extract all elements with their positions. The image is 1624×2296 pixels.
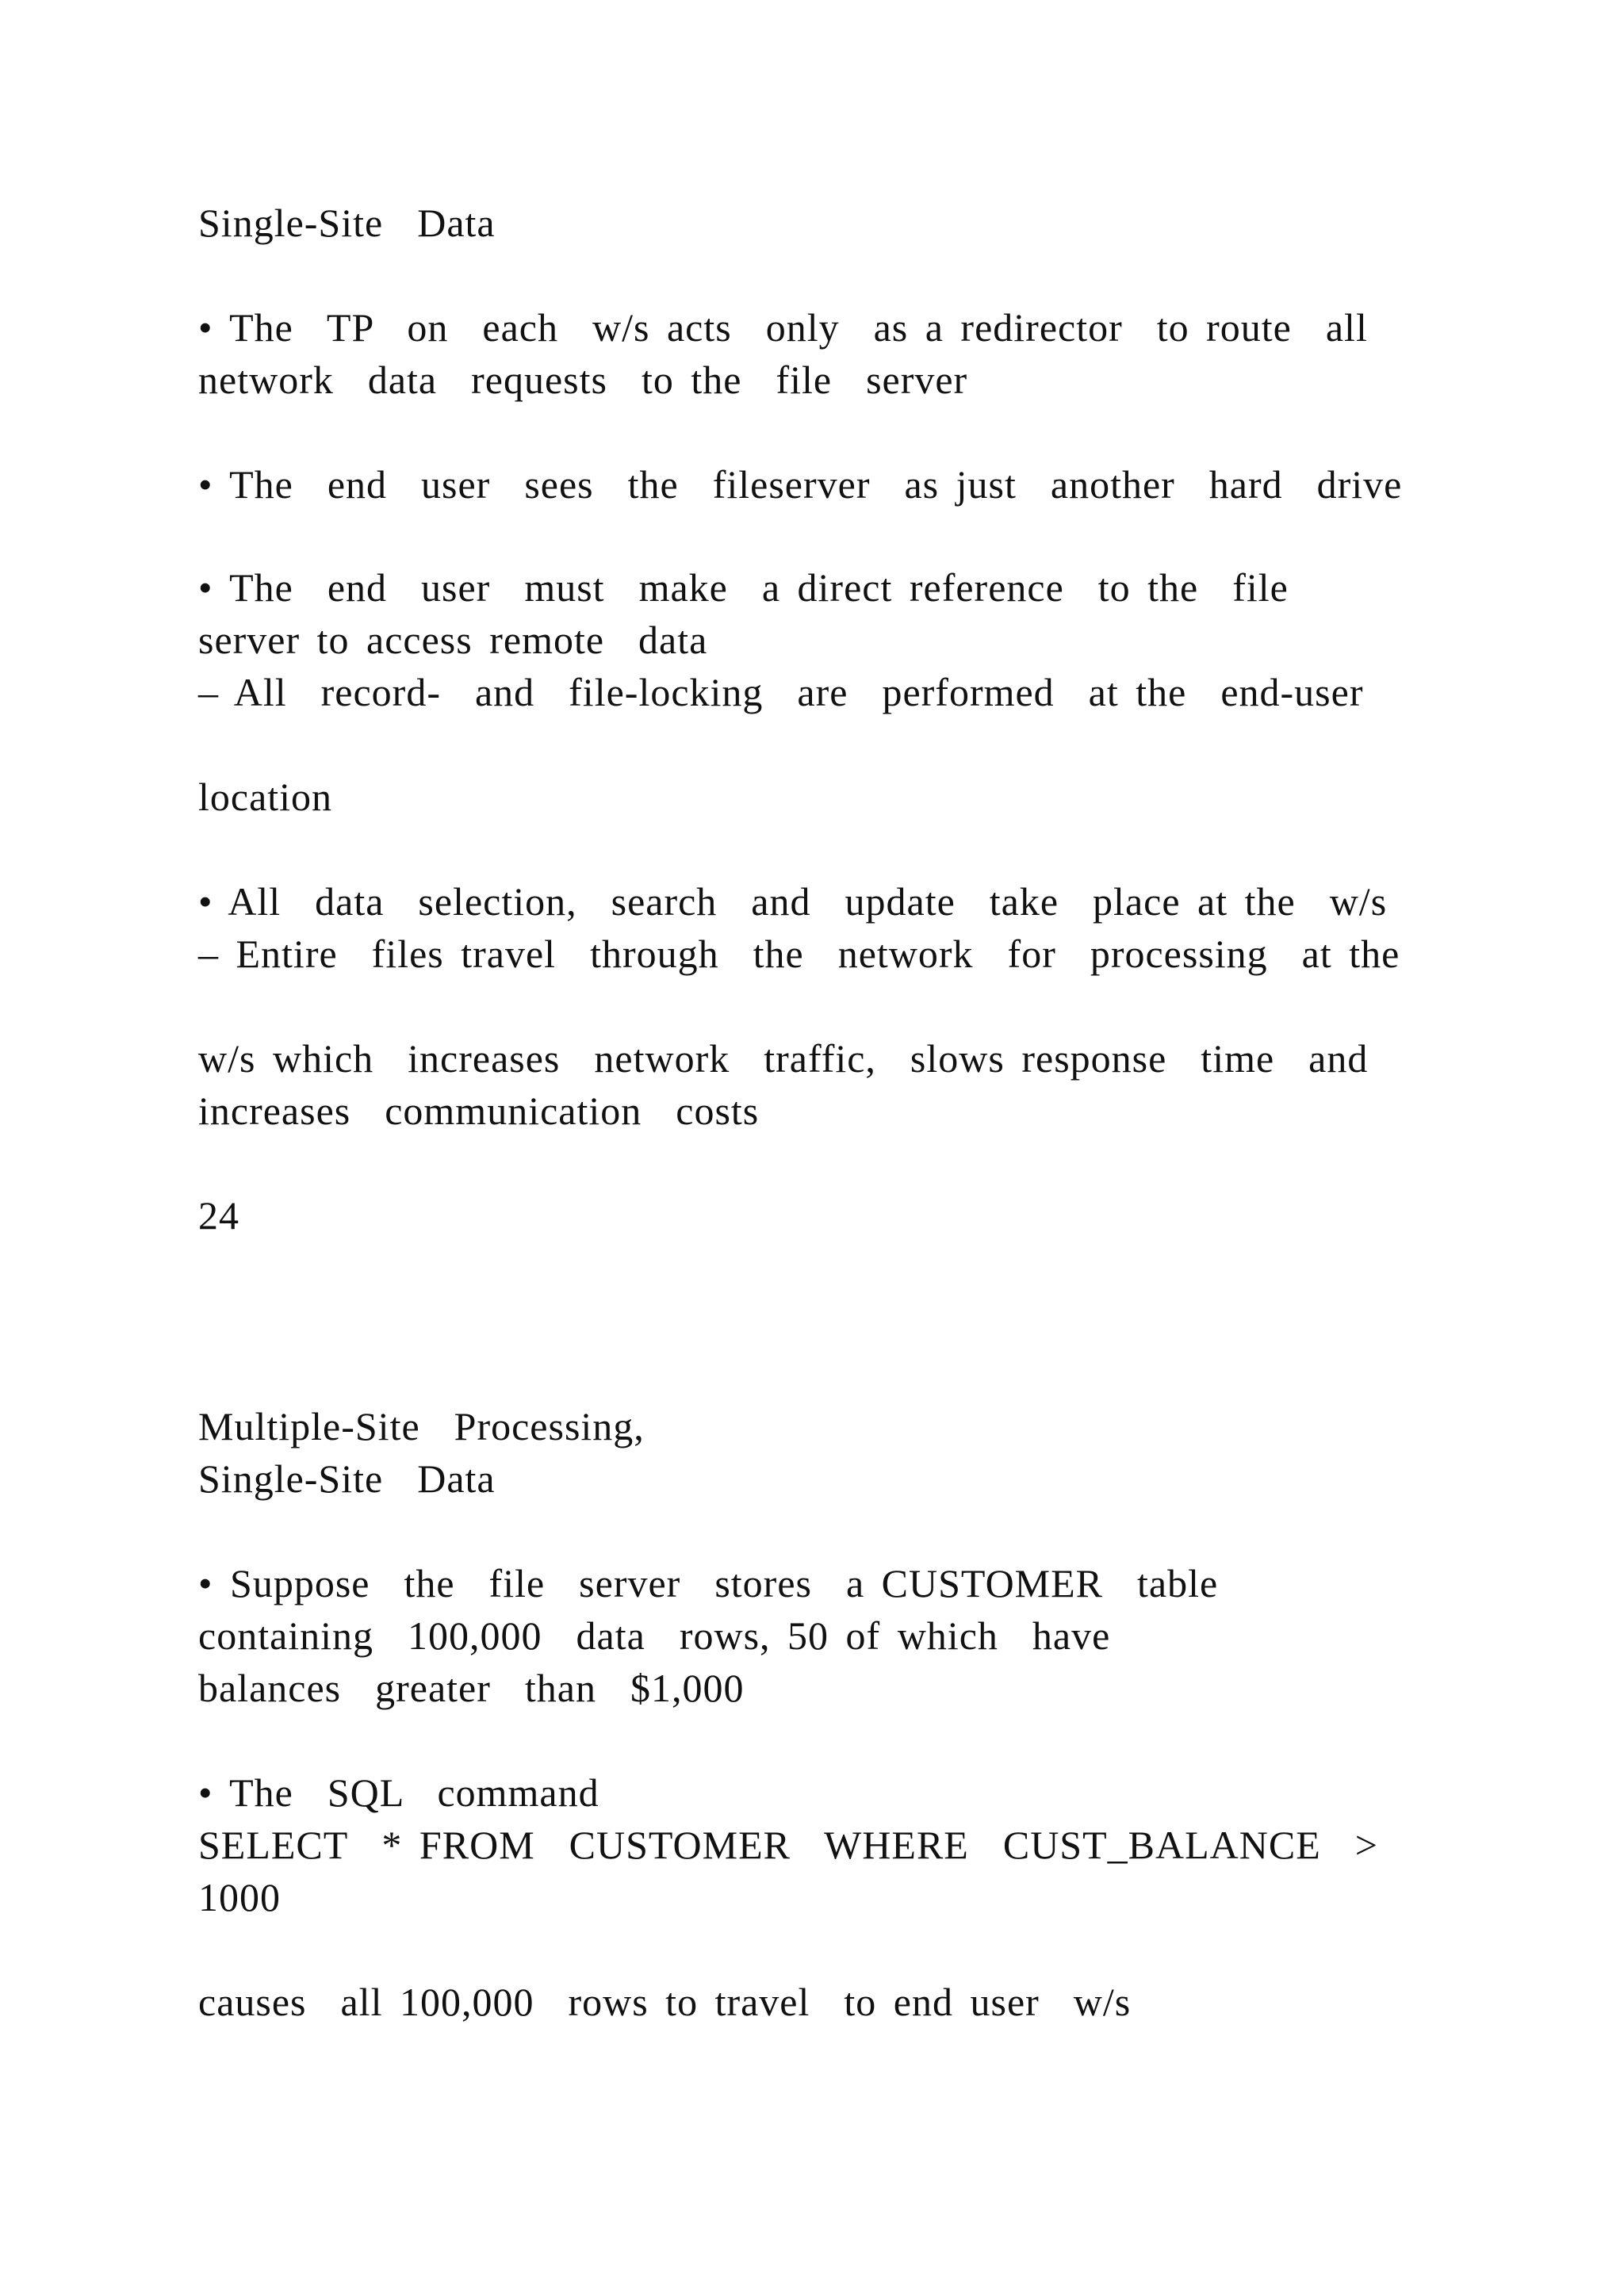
bullet-continuation-line: balances greater than $1,000 xyxy=(198,1666,745,1710)
sub-bullet-continuation-line: w/s which increases network traffic, slows response time and xyxy=(198,1036,1369,1081)
bullet-line: • The SQL command xyxy=(198,1770,599,1815)
bullet-line: • The end user must make a direct reference to the file xyxy=(198,565,1289,610)
sub-bullet-continuation-line: increases communication costs xyxy=(198,1089,760,1133)
sql-command-line: 1000 xyxy=(198,1875,281,1919)
section-heading-single-site-data: Single-Site Data xyxy=(198,201,496,245)
sql-command-line: SELECT * FROM CUSTOMER WHERE CUST_BALANCE > xyxy=(198,1823,1378,1867)
bullet-line: • Suppose the file server stores a CUSTOMER table xyxy=(198,1561,1219,1605)
bullet-line: • All data selection, search and update take place at the w/s xyxy=(198,879,1388,924)
sub-bullet-line: – Entire files travel through the network for processing at the xyxy=(198,932,1400,976)
bullet-continuation-line: network data requests to the file server xyxy=(198,358,968,402)
sub-bullet-continuation-line: location xyxy=(198,775,333,819)
bullet-continuation-line: containing 100,000 data rows, 50 of which have xyxy=(198,1613,1111,1658)
section-heading-multiple-site-processing: Multiple-Site Processing, xyxy=(198,1404,645,1448)
sub-bullet-line: – All record- and file-locking are performed at the end-user xyxy=(198,670,1364,714)
bullet-continuation-line: server to access remote data xyxy=(198,618,708,662)
section-heading-single-site-data: Single-Site Data xyxy=(198,1456,496,1501)
body-line: causes all 100,000 rows to travel to end user w/s xyxy=(198,1980,1132,2024)
bullet-line: • The end user sees the fileserver as just another hard drive xyxy=(198,462,1403,507)
bullet-line: • The TP on each w/s acts only as a redirector to route all xyxy=(198,305,1368,350)
page-number: 24 xyxy=(198,1193,239,1238)
